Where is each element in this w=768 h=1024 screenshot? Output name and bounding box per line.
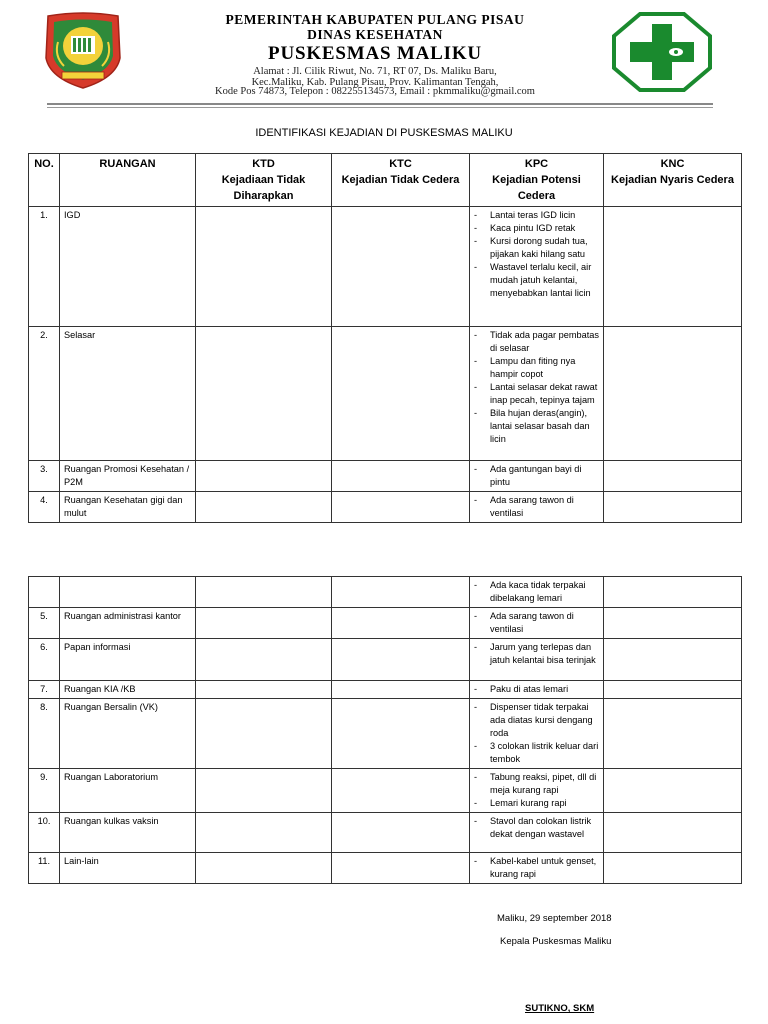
cell-ktc bbox=[332, 699, 470, 769]
cell-no: 9. bbox=[29, 769, 60, 813]
kpc-item-text: Stavol dan colokan listrik dekat dengan wastavel bbox=[490, 816, 592, 839]
cell-ruangan: Ruangan Kesehatan gigi dan mulut bbox=[60, 492, 196, 523]
cell-ktd bbox=[196, 681, 332, 699]
col-header-kpc: KPC Kejadian Potensi Cedera bbox=[470, 154, 604, 207]
col-header-ktc: KTC Kejadian Tidak Cedera bbox=[332, 154, 470, 207]
header-government: PEMERINTAH KABUPATEN PULANG PISAU bbox=[225, 12, 525, 27]
cell-ktc bbox=[332, 608, 470, 639]
header-institution: PUSKESMAS MALIKU bbox=[268, 43, 482, 64]
kpc-list-item bbox=[474, 261, 599, 300]
bullet-dash: - bbox=[474, 580, 478, 590]
bullet-dash: - bbox=[474, 223, 478, 233]
cell-ktc bbox=[332, 577, 470, 608]
cell-ruangan: Ruangan administrasi kantor bbox=[60, 608, 196, 639]
bullet-dash: - bbox=[474, 684, 478, 694]
cell-no: 2. bbox=[29, 327, 60, 461]
table-row bbox=[29, 699, 742, 769]
kpc-item-text: Paku di atas lemari bbox=[490, 684, 569, 694]
kpc-item-text: Tidak ada pagar pembatas di selasar bbox=[490, 330, 599, 353]
kpc-list-item bbox=[474, 381, 599, 407]
cell-kpc bbox=[470, 699, 604, 769]
kpc-item-text: 3 colokan listrik keluar dari tembok bbox=[490, 741, 599, 764]
cell-kpc bbox=[470, 577, 604, 608]
bullet-dash: - bbox=[474, 408, 478, 418]
header-rule bbox=[47, 103, 713, 105]
kpc-item-text: Wastavel terlalu kecil, air mudah jatuh kelantai, menyebabkan lantai licin bbox=[490, 262, 592, 298]
cell-ruangan: Ruangan Bersalin (VK) bbox=[60, 699, 196, 769]
kpc-item-text: Tabung reaksi, pipet, dll di meja kurang rapi bbox=[490, 772, 597, 795]
cell-kpc bbox=[470, 813, 604, 853]
bullet-dash: - bbox=[474, 382, 478, 392]
cell-ktd bbox=[196, 207, 332, 327]
cell-no: 6. bbox=[29, 639, 60, 681]
cell-ruangan: Ruangan KIA /KB bbox=[60, 681, 196, 699]
bullet-dash: - bbox=[474, 642, 478, 652]
cell-ktc bbox=[332, 769, 470, 813]
bullet-dash: - bbox=[474, 330, 478, 340]
health-cross-emblem-icon bbox=[612, 12, 712, 92]
cell-ruangan bbox=[60, 577, 196, 608]
cell-knc bbox=[604, 327, 742, 461]
kpc-list-item bbox=[474, 815, 599, 841]
kpc-list-item bbox=[474, 740, 599, 766]
incident-table-continued bbox=[28, 576, 742, 884]
bullet-dash: - bbox=[474, 798, 478, 808]
bullet-dash: - bbox=[474, 856, 478, 866]
kpc-item-text: Jarum yang terlepas dan jatuh kelantai bisa terinjak bbox=[490, 642, 596, 665]
header-address-3: Kode Pos 74873, Telepon : 082255134573, Email : pkmmaliku@gmail.com bbox=[215, 86, 535, 97]
kpc-item-text: Ada kaca tidak terpakai dibelakang lemari bbox=[490, 580, 586, 603]
kpc-item-text: Ada sarang tawon di ventilasi bbox=[490, 495, 574, 518]
table-row bbox=[29, 608, 742, 639]
kpc-list-item bbox=[474, 771, 599, 797]
bullet-dash: - bbox=[474, 210, 478, 220]
kpc-list-item bbox=[474, 579, 599, 605]
cell-ktd bbox=[196, 813, 332, 853]
cell-knc bbox=[604, 853, 742, 884]
bullet-dash: - bbox=[474, 262, 478, 272]
cell-kpc bbox=[470, 327, 604, 461]
bullet-dash: - bbox=[474, 816, 478, 826]
cell-knc bbox=[604, 461, 742, 492]
cell-ruangan: Ruangan Promosi Kesehatan / P2M bbox=[60, 461, 196, 492]
cell-ktc bbox=[332, 813, 470, 853]
cell-ktc bbox=[332, 461, 470, 492]
cell-kpc bbox=[470, 639, 604, 681]
cell-ruangan: Ruangan kulkas vaksin bbox=[60, 813, 196, 853]
kpc-item-text: Kabel-kabel untuk genset, kurang rapi bbox=[490, 856, 597, 879]
col-header-ktd: KTD Kejadiaan Tidak Diharapkan bbox=[196, 154, 332, 207]
kpc-item-text: Kursi dorong sudah tua, pijakan kaki hilang satu bbox=[490, 236, 588, 259]
cell-kpc bbox=[470, 207, 604, 327]
bullet-dash: - bbox=[474, 702, 478, 712]
table-row bbox=[29, 681, 742, 699]
cell-ktc bbox=[332, 327, 470, 461]
col-header-no: NO. bbox=[29, 154, 60, 207]
cell-ktd bbox=[196, 639, 332, 681]
table-row bbox=[29, 327, 742, 461]
cell-knc bbox=[604, 577, 742, 608]
cell-kpc bbox=[470, 461, 604, 492]
signature-place-date: Maliku, 29 september 2018 bbox=[497, 913, 612, 924]
cell-ktd bbox=[196, 699, 332, 769]
kpc-list-item bbox=[474, 641, 599, 667]
cell-knc bbox=[604, 639, 742, 681]
cell-no: 10. bbox=[29, 813, 60, 853]
cell-ktd bbox=[196, 853, 332, 884]
kpc-item-text: Lampu dan fiting nya hampir copot bbox=[490, 356, 576, 379]
cell-ruangan: IGD bbox=[60, 207, 196, 327]
cell-no: 1. bbox=[29, 207, 60, 327]
table-row bbox=[29, 813, 742, 853]
cell-kpc bbox=[470, 492, 604, 523]
cell-no: 4. bbox=[29, 492, 60, 523]
cell-no: 3. bbox=[29, 461, 60, 492]
kpc-list-item bbox=[474, 683, 599, 696]
cell-ktc bbox=[332, 639, 470, 681]
cell-kpc bbox=[470, 769, 604, 813]
kpc-list-item bbox=[474, 610, 599, 636]
kpc-list-item bbox=[474, 463, 599, 489]
kpc-item-text: Lemari kurang rapi bbox=[490, 798, 567, 808]
kpc-list-item bbox=[474, 209, 599, 222]
cell-knc bbox=[604, 492, 742, 523]
kpc-item-text: Kaca pintu IGD retak bbox=[490, 223, 576, 233]
kpc-item-text: Ada gantungan bayi di pintu bbox=[490, 464, 582, 487]
kpc-list-item bbox=[474, 355, 599, 381]
cell-knc bbox=[604, 207, 742, 327]
table-header-row bbox=[29, 154, 742, 207]
cell-ruangan: Selasar bbox=[60, 327, 196, 461]
cell-knc bbox=[604, 699, 742, 769]
table-row bbox=[29, 769, 742, 813]
table-row bbox=[29, 207, 742, 327]
cell-ktd bbox=[196, 608, 332, 639]
kpc-item-text: Lantai selasar dekat rawat inap pecah, tepinya tajam bbox=[490, 382, 598, 405]
bullet-dash: - bbox=[474, 236, 478, 246]
cell-kpc bbox=[470, 681, 604, 699]
kpc-list-item bbox=[474, 701, 599, 740]
bullet-dash: - bbox=[474, 356, 478, 366]
cell-knc bbox=[604, 608, 742, 639]
bullet-dash: - bbox=[474, 741, 478, 751]
header-address-2: Kec.Maliku, Kab. Pulang Pisau, Prov. Kalimantan Tengah, bbox=[251, 77, 499, 88]
signature-name: SUTIKNO, SKM bbox=[525, 1003, 595, 1014]
kpc-list-item bbox=[474, 222, 599, 235]
kpc-list-item bbox=[474, 329, 599, 355]
cell-ktd bbox=[196, 577, 332, 608]
cell-ruangan: Ruangan Laboratorium bbox=[60, 769, 196, 813]
cell-kpc bbox=[470, 853, 604, 884]
kpc-list-item bbox=[474, 407, 599, 446]
cell-knc bbox=[604, 769, 742, 813]
table-row bbox=[29, 461, 742, 492]
cell-ruangan: Lain-lain bbox=[60, 853, 196, 884]
cell-knc bbox=[604, 813, 742, 853]
cell-no: 5. bbox=[29, 608, 60, 639]
cell-ktc bbox=[332, 207, 470, 327]
cell-ktc bbox=[332, 853, 470, 884]
cell-knc bbox=[604, 681, 742, 699]
table-row bbox=[29, 577, 742, 608]
bullet-dash: - bbox=[474, 772, 478, 782]
cell-ktd bbox=[196, 769, 332, 813]
kpc-item-text: Dispenser tidak terpakai ada diatas kursi dengang roda bbox=[490, 702, 593, 738]
regency-crest-icon bbox=[40, 12, 126, 90]
kpc-list-item bbox=[474, 797, 599, 810]
cell-ktd bbox=[196, 492, 332, 523]
bullet-dash: - bbox=[474, 611, 478, 621]
cell-no: 7. bbox=[29, 681, 60, 699]
cell-ruangan: Papan informasi bbox=[60, 639, 196, 681]
cell-ktc bbox=[332, 681, 470, 699]
cell-no: 8. bbox=[29, 699, 60, 769]
col-header-ruangan: RUANGAN bbox=[60, 154, 196, 207]
cell-ktd bbox=[196, 461, 332, 492]
header-address-1: Alamat : Jl. Cilik Riwut, No. 71, RT 07, Ds. Maliku Baru, bbox=[253, 66, 497, 77]
kpc-item-text: Ada sarang tawon di ventilasi bbox=[490, 611, 574, 634]
header-department: DINAS KESEHATAN bbox=[307, 27, 443, 42]
document-title: IDENTIFIKASI KEJADIAN DI PUSKESMAS MALIKU bbox=[255, 127, 513, 139]
kpc-list-item bbox=[474, 494, 599, 520]
table-row bbox=[29, 853, 742, 884]
cell-ktd bbox=[196, 327, 332, 461]
kpc-item-text: Lantai teras IGD licin bbox=[490, 210, 576, 220]
kpc-list-item bbox=[474, 235, 599, 261]
col-header-knc: KNC Kejadian Nyaris Cedera bbox=[604, 154, 742, 207]
cell-no: 11. bbox=[29, 853, 60, 884]
cell-ktc bbox=[332, 492, 470, 523]
table-row bbox=[29, 639, 742, 681]
table-row bbox=[29, 492, 742, 523]
kpc-item-text: Bila hujan deras(angin), lantai selasar basah dan licin bbox=[490, 408, 590, 444]
kpc-list-item bbox=[474, 855, 599, 881]
cell-kpc bbox=[470, 608, 604, 639]
incident-table bbox=[28, 153, 742, 523]
cell-no bbox=[29, 577, 60, 608]
bullet-dash: - bbox=[474, 464, 478, 474]
header-rule-thin bbox=[47, 107, 713, 108]
signature-role: Kepala Puskesmas Maliku bbox=[500, 936, 612, 947]
bullet-dash: - bbox=[474, 495, 478, 505]
